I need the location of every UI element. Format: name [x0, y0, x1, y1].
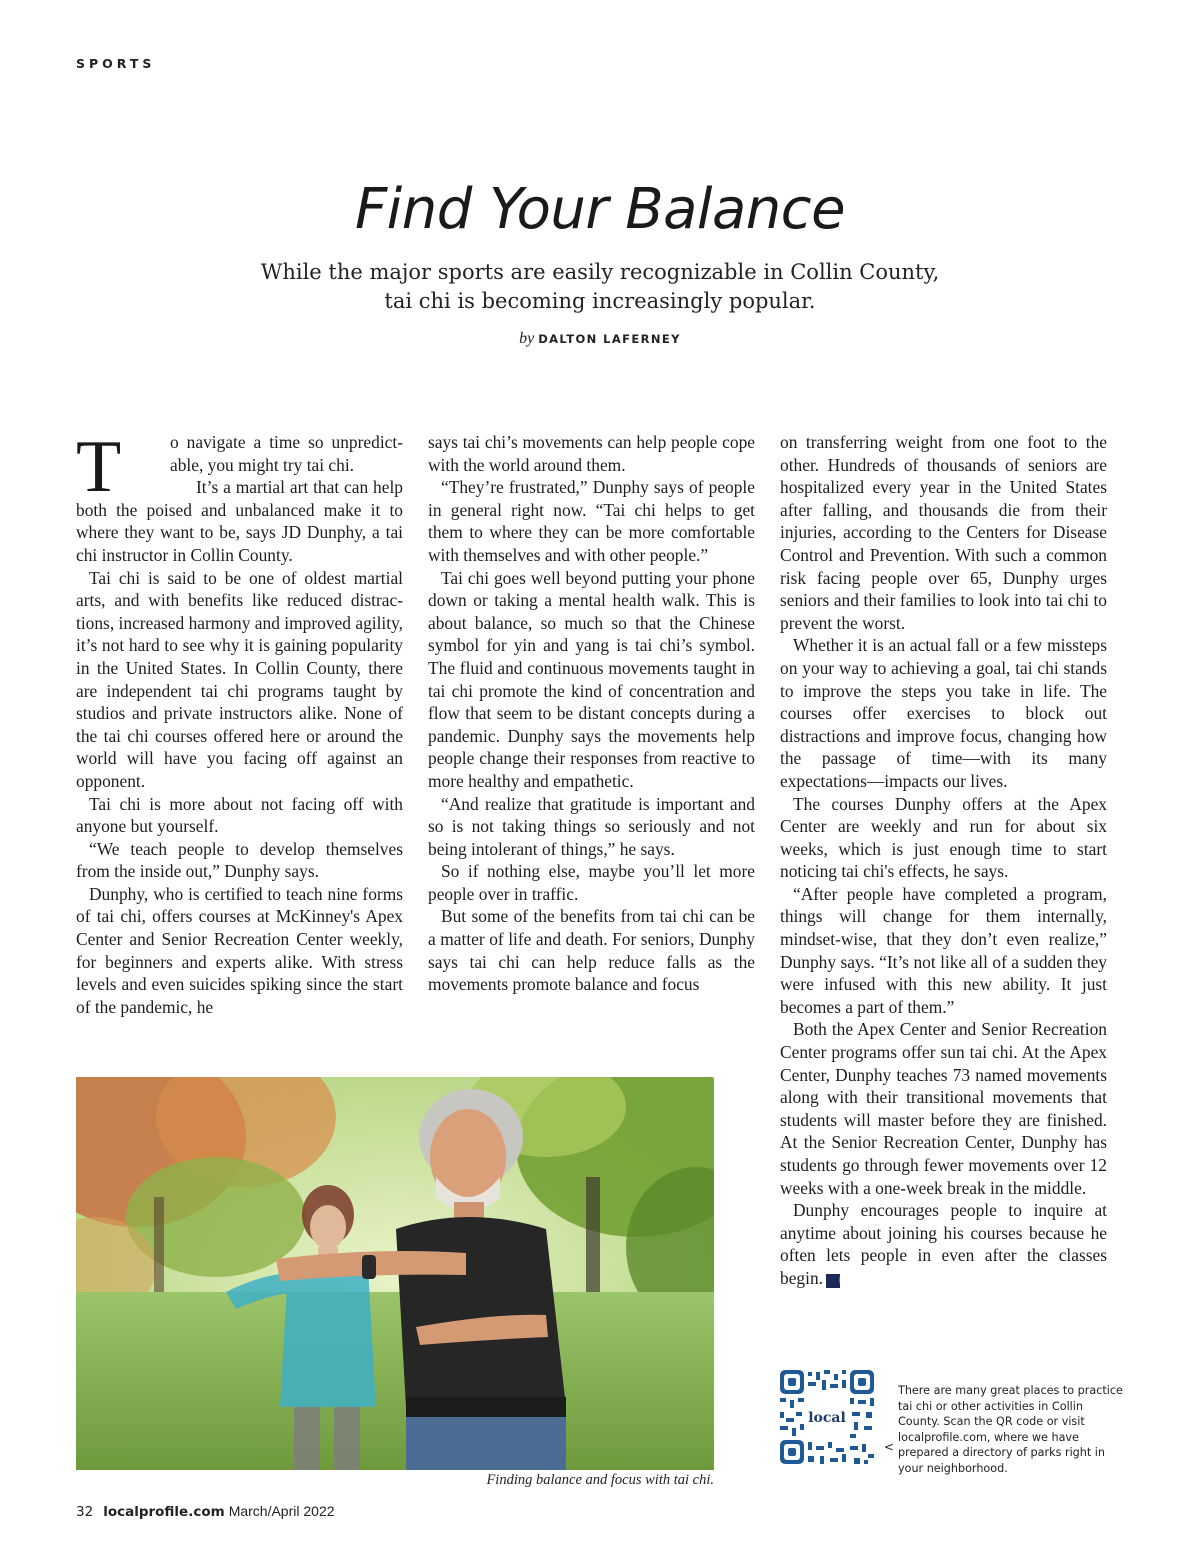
- page-footer: [76, 1503, 335, 1520]
- qr-code[interactable]: [778, 1368, 876, 1466]
- paragraph: Whether it is an actual fall or a few missteps on your way to achieving a goal, tai chi stands to improve the steps you take in life. The courses offer exercises to block out distractions and improve focus, changing how the passage of time—with its many expectations—impacts our lives.: [780, 635, 1107, 791]
- qr-note: There are many great places to practice tai chi or other activities in Collin County. Scan the QR code or visit localprofile.com, where we have prepared a directory of parks right in your neighborhood.: [898, 1384, 1123, 1475]
- byline: [0, 330, 1200, 348]
- drop-cap: T: [76, 426, 122, 508]
- chevron-left-icon: <: [884, 1440, 895, 1454]
- paragraph: “After people have completed a program, things will change for them internally, mindset-wise, that they don’t even realize,” Dunphy says. “It’s not like all of a sudden they were infused with this new ability. It just becomes a part of them.”: [780, 883, 1107, 1017]
- article-column-2: [428, 431, 755, 996]
- dek-line-2: tai chi is becoming increasingly popular.: [384, 289, 816, 313]
- paragraph: Dunphy, who is certified to teach nine forms of tai chi, offers courses at McKinney's Apex Center and Senior Recreation Center weekly, for beginners and experts alike. With stress levels and even suicides spiking since the start of the pandemic, he: [76, 883, 403, 1017]
- paragraph: o navigate a time so unpredictable, you might try tai chi.: [170, 432, 403, 475]
- paragraph-text: Dunphy encourages people to inquire at anytime about joining his courses because he often lets people in even after the classes begin.: [780, 1200, 1107, 1288]
- page-number: 32: [76, 1504, 94, 1520]
- paragraph: “And realize that gratitude is important and so is not taking things so seriously and not being intolerant of things,” he says.: [428, 793, 755, 859]
- photo-caption: Finding balance and focus with tai chi.: [486, 1472, 714, 1488]
- paragraph: Tai chi goes well beyond putting your phone down or taking a mental health walk. This is about balance, so much so that the Chinese symbol for yin and yang is tai chi’s symbol. The fluid and continuous movements taught in tai chi promote the kind of concentration and flow that seem to be distant concepts during a pandemic. Dunphy says the movements help people change their responses from reactive to more healthy and empathetic.: [428, 567, 755, 791]
- footer-site[interactable]: localprofile.com: [103, 1504, 225, 1520]
- paragraph: It’s a martial art that can help both the poised and unbalanced make it to where they want to be, says JD Dunphy, a tai chi instructor in Collin County.: [76, 477, 403, 565]
- footer-issue: March/April 2022: [228, 1503, 335, 1519]
- qr-logo-text: local: [808, 1410, 846, 1426]
- article-column-3: [780, 431, 1107, 1290]
- article-photo: [76, 1077, 714, 1470]
- paragraph: Tai chi is said to be one of oldest martial arts, and with benefits like reduced distractions, increased harmony and improved agility, it’s not hard to see why it is gaining popularity in the United States. In Collin County, there are independent tai chi programs taught by studios and private instructors alike. None of the tai chi courses offered here or around the world will have you facing off against an opponent.: [76, 567, 403, 791]
- end-mark-logo: LP: [826, 1274, 840, 1288]
- paragraph-continued: says tai chi’s movements can help people cope with the world around them.: [428, 432, 755, 475]
- paragraph-continued: on transferring weight from one foot to the other. Hundreds of thousands of seniors are hospitalized every year in the United States after falling, and thousands die from their injuries, according to the Centers for Disease Control and Prevention. With such a common risk facing people over 65, Dunphy urges seniors and their families to look into tai chi to prevent the worst.: [780, 432, 1107, 633]
- section-label: SPORTS: [76, 56, 156, 71]
- byline-author: DALTON LAFERNEY: [538, 332, 681, 346]
- headline: Find Your Balance: [354, 177, 846, 242]
- paragraph: Tai chi is more about not facing off with anyone but yourself.: [76, 793, 403, 837]
- article-column-1: [76, 426, 403, 1018]
- paragraph: “We teach people to develop themselves from the inside out,” Dunphy says.: [76, 838, 403, 882]
- paragraph: [780, 1199, 1107, 1289]
- paragraph: But some of the benefits from tai chi can be a matter of life and death. For seniors, Dunphy says tai chi can help reduce falls as the movements promote balance and focus: [428, 906, 755, 995]
- byline-prefix: by: [519, 330, 535, 347]
- paragraph: The courses Dunphy offers at the Apex Center are weekly and run for about six weeks, which is just enough time to start noticing tai chi's effects, he says.: [780, 793, 1107, 882]
- paragraph: “They’re frustrated,” Dunphy says of people in general right now. “Tai chi helps to get them to where they can be more comfortable with themselves and with other people.”: [428, 477, 755, 565]
- dek-line-1: While the major sports are easily recognizable in Collin County,: [260, 260, 940, 284]
- dek: [180, 258, 1020, 316]
- paragraph: Both the Apex Center and Senior Recreation Center programs offer sun tai chi. At the Apex Center, Dunphy teaches 73 named movements along with their transitional movements that students will master before they are finished. At the Senior Recreation Center, Dunphy has students go through fewer movements over 12 weeks with a one-week break in the middle.: [780, 1019, 1107, 1198]
- paragraph: So if nothing else, maybe you’ll let more people over in traffic.: [428, 861, 755, 904]
